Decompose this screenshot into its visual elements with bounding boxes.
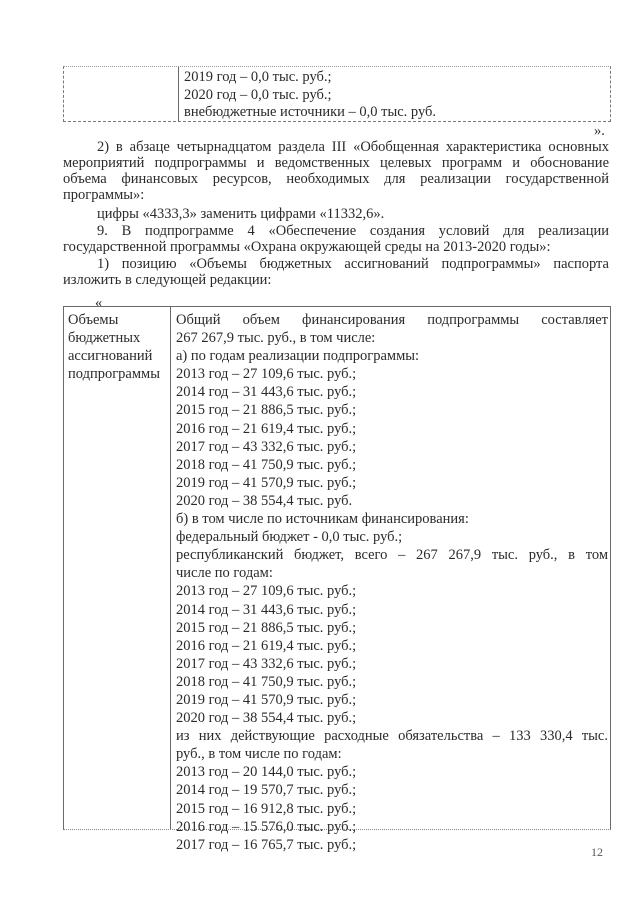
value-line: 2019 год – 41 570,9 тыс. руб.;: [176, 691, 357, 708]
paragraph-text: 2) в абзаце четырнадцатом раздела III «Обобщенная характеристика основных мероприятий подпрограммы и ведомственных целевых программ и обоснование объема финансовых ресурсов, необходимых для реализации государственной программы»:: [63, 139, 609, 203]
value-line: 2018 год – 41 750,9 тыс. руб.;: [176, 456, 357, 473]
value-line: 2017 год – 43 332,6 тыс. руб.;: [176, 655, 357, 672]
paragraph-text: 1) позицию «Объемы бюджетных ассигнований подпрограммы» паспорта изложить в следующей редакции:: [63, 256, 609, 288]
header-line: ассигнований: [68, 348, 153, 364]
value-line: 2017 год – 16 765,7 тыс. руб.;: [176, 836, 357, 853]
paragraph-section-3-amendment: [63, 139, 609, 203]
value-line: из них действующие расходные обязательства – 133 330,4 тыс.: [176, 728, 608, 745]
value-line: 2014 год – 19 570,7 тыс. руб.;: [176, 782, 357, 799]
value-line: 2013 год – 20 144,0 тыс. руб.;: [176, 764, 357, 781]
value-line: 2016 год – 21 619,4 тыс. руб.;: [176, 420, 357, 437]
page-number: 12: [591, 845, 603, 859]
value-line: 2015 год – 16 912,8 тыс. руб.;: [176, 800, 357, 817]
value-line: федеральный бюджет - 0,0 тыс. руб.;: [176, 529, 403, 546]
value-line: 2016 год – 21 619,4 тыс. руб.;: [176, 637, 357, 654]
closing-quote: ».: [594, 123, 605, 139]
value-line: 2020 год – 38 554,4 тыс. руб.: [176, 492, 353, 509]
value-line: руб., в том числе по годам:: [176, 746, 342, 763]
value-line: 2015 год – 21 886,5 тыс. руб.;: [176, 619, 357, 636]
value-line: Общий объем финансирования подпрограммы составляет: [176, 312, 608, 328]
value-line: 2014 год – 31 443,6 тыс. руб.;: [176, 601, 357, 618]
paragraph-passport-position: [63, 256, 609, 288]
value-line: 2013 год – 27 109,6 тыс. руб.;: [176, 583, 357, 600]
value-line: 2018 год – 41 750,9 тыс. руб.;: [176, 673, 357, 690]
paragraph-subprogram-4: [63, 223, 609, 255]
table-column-divider: [178, 67, 179, 121]
value-line: б) в том числе по источникам финансирования:: [176, 511, 469, 528]
paragraph-text: 9. В подпрограмме 4 «Обеспечение создания условий для реализации государственной программы «Охрана окружающей среды на 2013-2020 годы»:: [63, 223, 609, 255]
paragraph-text: цифры «4333,3» заменить цифрами «11332,6».: [97, 206, 385, 222]
budget-allocation-table: [63, 306, 611, 853]
opening-quote: «: [95, 295, 103, 311]
value-line: республиканский бюджет, всего – 267 267,9 тыс. руб., в том: [176, 547, 608, 564]
header-line: бюджетных: [68, 330, 141, 346]
table-column-divider: [170, 307, 171, 829]
paragraph-figures-replacement: [63, 206, 609, 222]
table-header-cell: [68, 311, 168, 383]
table-value-cell: [176, 311, 608, 854]
top-table-fragment: [63, 66, 611, 122]
value-line: 2016 год – 15 576,0 тыс. руб.;: [176, 818, 357, 835]
value-line: 267 267,9 тыс. руб., в том числе:: [176, 330, 376, 347]
value-line: 2015 год – 21 886,5 тыс. руб.;: [176, 402, 357, 419]
header-line: подпрограммы: [68, 366, 160, 382]
table-line: 2020 год – 0,0 тыс. руб.;: [184, 86, 332, 103]
value-line: 2014 год – 31 443,6 тыс. руб.;: [176, 384, 357, 401]
value-line: числе по годам:: [176, 565, 273, 582]
top-table-right-cell: [184, 69, 436, 122]
header-line: Объемы: [68, 312, 119, 328]
table-line: 2019 год – 0,0 тыс. руб.;: [184, 69, 332, 85]
table-line: внебюджетные источники – 0,0 тыс. руб.: [184, 104, 437, 120]
value-line: 2017 год – 43 332,6 тыс. руб.;: [176, 438, 357, 455]
value-line: 2019 год – 41 570,9 тыс. руб.;: [176, 474, 357, 491]
value-line: 2020 год – 38 554,4 тыс. руб.;: [176, 710, 357, 727]
value-line: а) по годам реализации подпрограммы:: [176, 348, 420, 365]
value-line: 2013 год – 27 109,6 тыс. руб.;: [176, 366, 357, 383]
